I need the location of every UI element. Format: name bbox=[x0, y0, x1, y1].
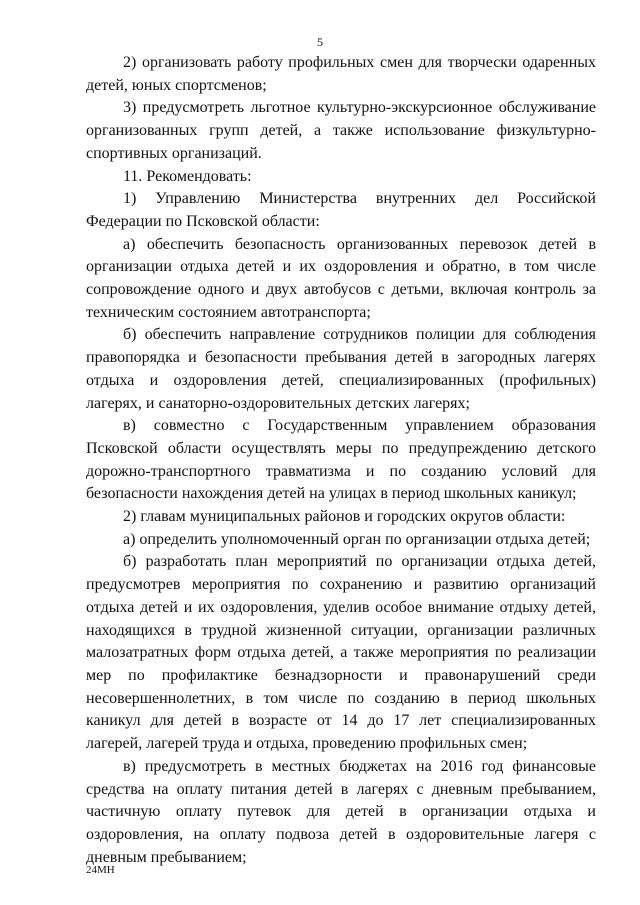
paragraph-a-authorized-body: а) определить уполномоченный орган по организации отдыха детей; bbox=[123, 530, 591, 548]
paragraph-b-action-plan: б) разработать план мероприятий по организации отдыха детей, предусмотрев мероприятия по сохранению и развитию организаций отдыха детей и их оздоровления, уделив особое внимание отдыху детей, находящихся в трудной жизненной ситуации, организации различных малозатратных форм отдыха детей, а также мероприятия по реализации мер по профилактике безнадзорности и правонарушений среди несовершеннолетних, в том числе по созданию в период школьных каникул для детей в возрасте от 14 до 17 лет специализированных лагерей, лагерей труда и отдыха, проведению профильных смен; bbox=[86, 553, 596, 753]
paragraph-3-excursion-service: 3) предусмотреть льготное культурно-экскурсионное обслуживание организованных групп детей, а также использование физкультурно-спортивных организаций. bbox=[86, 99, 596, 162]
footer-code: 24МН bbox=[86, 864, 115, 876]
paragraph-1-mvd: 1) Управлению Министерства внутренних дел Российской Федерации по Псковской области: bbox=[86, 190, 596, 230]
paragraph-11-recommend: 11. Рекомендовать: bbox=[123, 167, 252, 185]
page-number: 5 bbox=[317, 35, 323, 49]
paragraph-v-road-safety: в) совместно с Государственным управлением образования Псковской области осуществлять меры по предупреждению детского дорожно-транспортного травматизма и по созданию условий для безопасности нахождения детей на улицах в период школьных каникул; bbox=[86, 417, 596, 503]
paragraph-b-police: б) обеспечить направление сотрудников полиции для соблюдения правопорядка и безопасности пребывания детей в загородных лагерях отдыха и оздоровления детей, специализированных (профильных) лагерях, и санаторно-оздоровительных детских лагерях; bbox=[86, 326, 596, 412]
document-body bbox=[86, 52, 596, 869]
paragraph-2-municipal-heads: 2) главам муниципальных районов и городских округов области: bbox=[123, 508, 566, 526]
paragraph-a-transport-safety: а) обеспечить безопасность организованных перевозок детей в организации отдыха детей и их оздоровления и обратно, в том числе сопровождение одного и двух автобусов с детьми, включая контроль за техническим состоянием автотранспорта; bbox=[86, 235, 596, 321]
paragraph-2-profile-shifts: 2) организовать работу профильных смен для творчески одаренных детей, юных спортсменов; bbox=[86, 54, 596, 94]
paragraph-v-local-budgets: в) предусмотреть в местных бюджетах на 2016 год финансовые средства на оплату питания детей в лагерях с дневным пребыванием, частичную оплату путевок для детей в организации отдыха и оздоровления, на оплату подвоза детей в оздоровительные лагеря с дневным пребыванием; bbox=[86, 757, 596, 866]
